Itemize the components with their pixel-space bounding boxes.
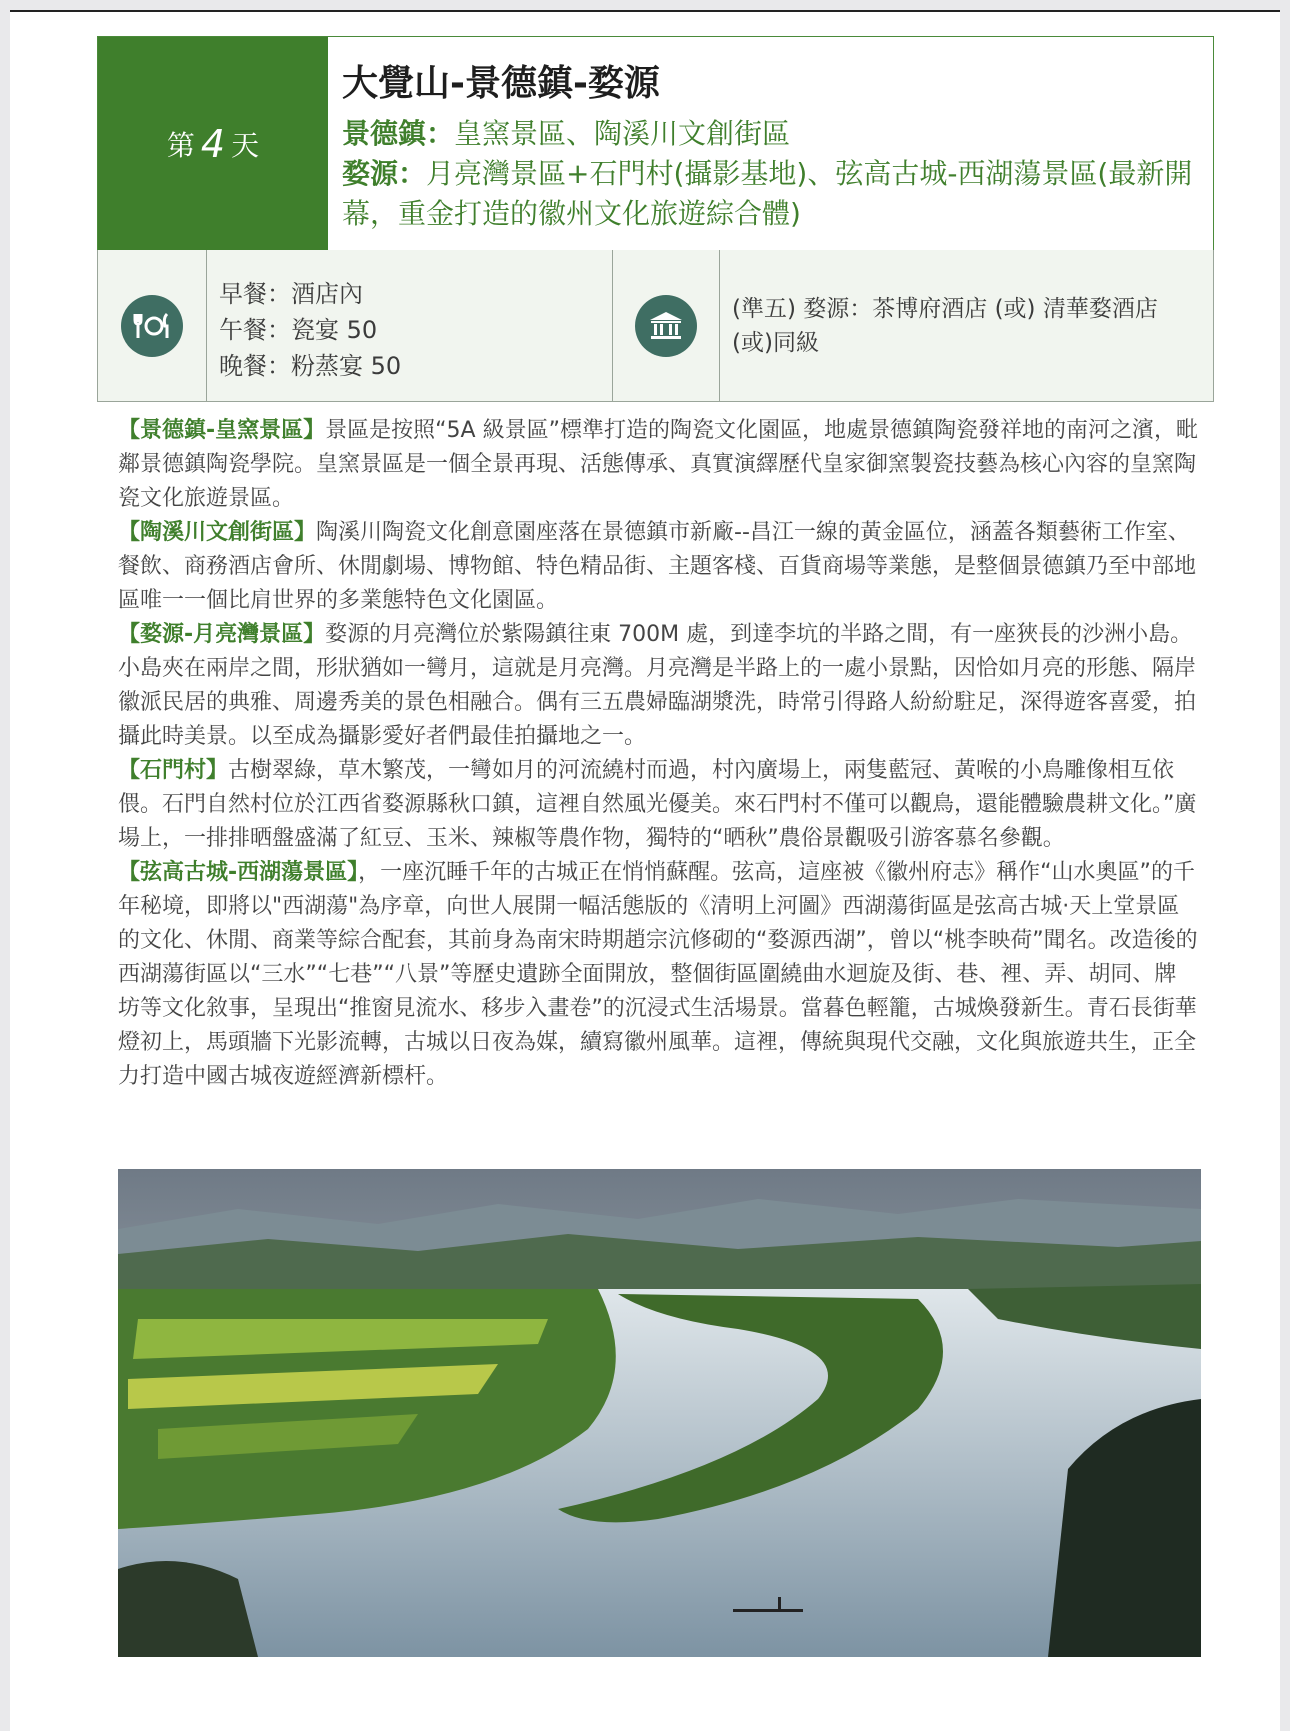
- building-columns-icon: [635, 295, 697, 357]
- meals-cell: [207, 250, 613, 401]
- dinner-text: 晚餐：粉蒸宴 50: [219, 352, 402, 380]
- section-text: 婺源的月亮灣位於紫陽鎮往東 700M 處，到達李坑的半路之間，有一座狹長的沙洲小島。小島夾在兩岸之間，形狀猶如一彎月，這就是月亮灣。月亮灣是半路上的一處小景點，因恰如月亮的形態、隔岸徽派民居的典雅、周邊秀美的景色相融合。偶有三五農婦臨湖漿洗，時常引得路人紛紛駐足，深得遊客喜愛，拍攝此時美景。以至成為攝影愛好者們最佳拍攝地之一。: [118, 622, 1197, 749]
- lunch-text: 午餐：瓷宴 50: [219, 316, 378, 344]
- section-huangyao: [118, 414, 1198, 516]
- meal-icon-cell: [98, 250, 207, 401]
- section-text: 古樹翠綠，草木繁茂，一彎如月的河流繞村而過，村內廣場上，兩隻藍冠、黃喉的小鳥雕像相互依偎。石門自然村位於江西省婺源縣秋口鎮，這裡自然風光優美。來石門村不僅可以觀鳥，還能體驗農耕文化。”廣場上，一排排晒盤盛滿了紅豆、玉米、辣椒等農作物，獨特的“晒秋”農俗景觀吸引游客慕名參觀。: [118, 758, 1197, 851]
- section-text: 陶溪川陶瓷文化創意園座落在景德鎮市新廠--昌江一線的黃金區位，涵蓋各類藝術工作室、餐飲、商務酒店會所、休閒劇場、博物館、特色精品街、主題客棧、百貨商場等業態，是整個景德鎮乃至中部地區唯一一個比肩世界的多業態特色文化園區。: [118, 520, 1197, 613]
- route-title: 大覺山-景德鎮-婺源: [342, 63, 660, 104]
- wuyuan-sites: 月亮灣景區+石門村(攝影基地)、弦高古城-西湖蕩景區(最新開幕，重金打造的徽州文化旅遊綜合體): [342, 157, 1193, 230]
- day-number: 4: [200, 121, 226, 166]
- hotel-text: (準五) 婺源：茶博府酒店 (或) 清華婺酒店 (或)同級: [732, 296, 1158, 356]
- section-label: 【弦高古城-西湖蕩景區】: [118, 860, 359, 885]
- jingdezhen-sites: 皇窯景區、陶溪川文創街區: [454, 117, 791, 150]
- section-text: 景區是按照“5A 級景區”標準打造的陶瓷文化園區，地處景德鎮陶瓷發祥地的南河之濱，毗鄰景德鎮陶瓷學院。皇窯景區是一個全景再現、活態傳承、真實演繹歷代皇家御窯製瓷技藝為核心內容的皇窯陶瓷文化旅遊景區。: [118, 418, 1198, 511]
- section-label: 【石門村】: [118, 758, 229, 783]
- jingdezhen-line: [342, 114, 1199, 154]
- section-label: 【陶溪川文創街區】: [118, 520, 317, 545]
- landscape-photo: [118, 1169, 1201, 1657]
- header-text: [328, 37, 1213, 250]
- section-text: ，一座沉睡千年的古城正在悄悄蘇醒。弦高，這座被《徽州府志》稱作“山水奧區”的千年秘境，即將以"西湖蕩"為序章，向世人展開一幅活態版的《清明上河圖》西湖蕩街區是弦高古城·天上堂景區的文化、休閒、商業等綜合配套，其前身為南宋時期趙宗沆修砌的“婺源西湖”，曾以“桃李映荷”聞名。改造後的西湖蕩街區以“三水”“七巷”“八景”等歷史遺跡全面開放，整個街區圍繞曲水迴旋及街、巷、裡、弄、胡同、牌坊等文化敘事，呈現出“推窗見流水、移步入畫卷”的沉浸式生活場景。當暮色輕籠，古城煥發新生。青石長街華燈初上，馬頭牆下光影流轉，古城以日夜為媒，續寫徽州風華。這裡，傳統與現代交融，文化與旅遊共生，正全力打造中國古城夜遊經濟新標杆。: [118, 860, 1198, 1089]
- day-prefix: 第: [166, 128, 195, 162]
- meal-hotel-row: [97, 250, 1214, 402]
- day-badge: [98, 37, 328, 250]
- wuyuan-label: 婺源：: [342, 157, 427, 190]
- breakfast-text: 早餐：酒店內: [219, 280, 363, 308]
- jingdezhen-label: 景德鎮：: [342, 117, 455, 150]
- utensils-plate-icon: [121, 295, 183, 357]
- section-shimen: [118, 754, 1198, 856]
- attraction-descriptions: [118, 414, 1198, 1094]
- hotel-icon-cell: [613, 250, 720, 401]
- section-yueliangwan: [118, 618, 1198, 754]
- wuyuan-line: [342, 154, 1199, 234]
- day-header: [97, 36, 1214, 251]
- section-xiangao: [118, 856, 1198, 1094]
- section-taoxichuan: [118, 516, 1198, 618]
- itinerary-page: [10, 10, 1280, 1731]
- day-suffix: 天: [231, 128, 260, 162]
- section-label: 【婺源-月亮灣景區】: [118, 622, 326, 647]
- section-label: 【景德鎮-皇窯景區】: [118, 418, 326, 443]
- hotel-cell: [720, 250, 1213, 401]
